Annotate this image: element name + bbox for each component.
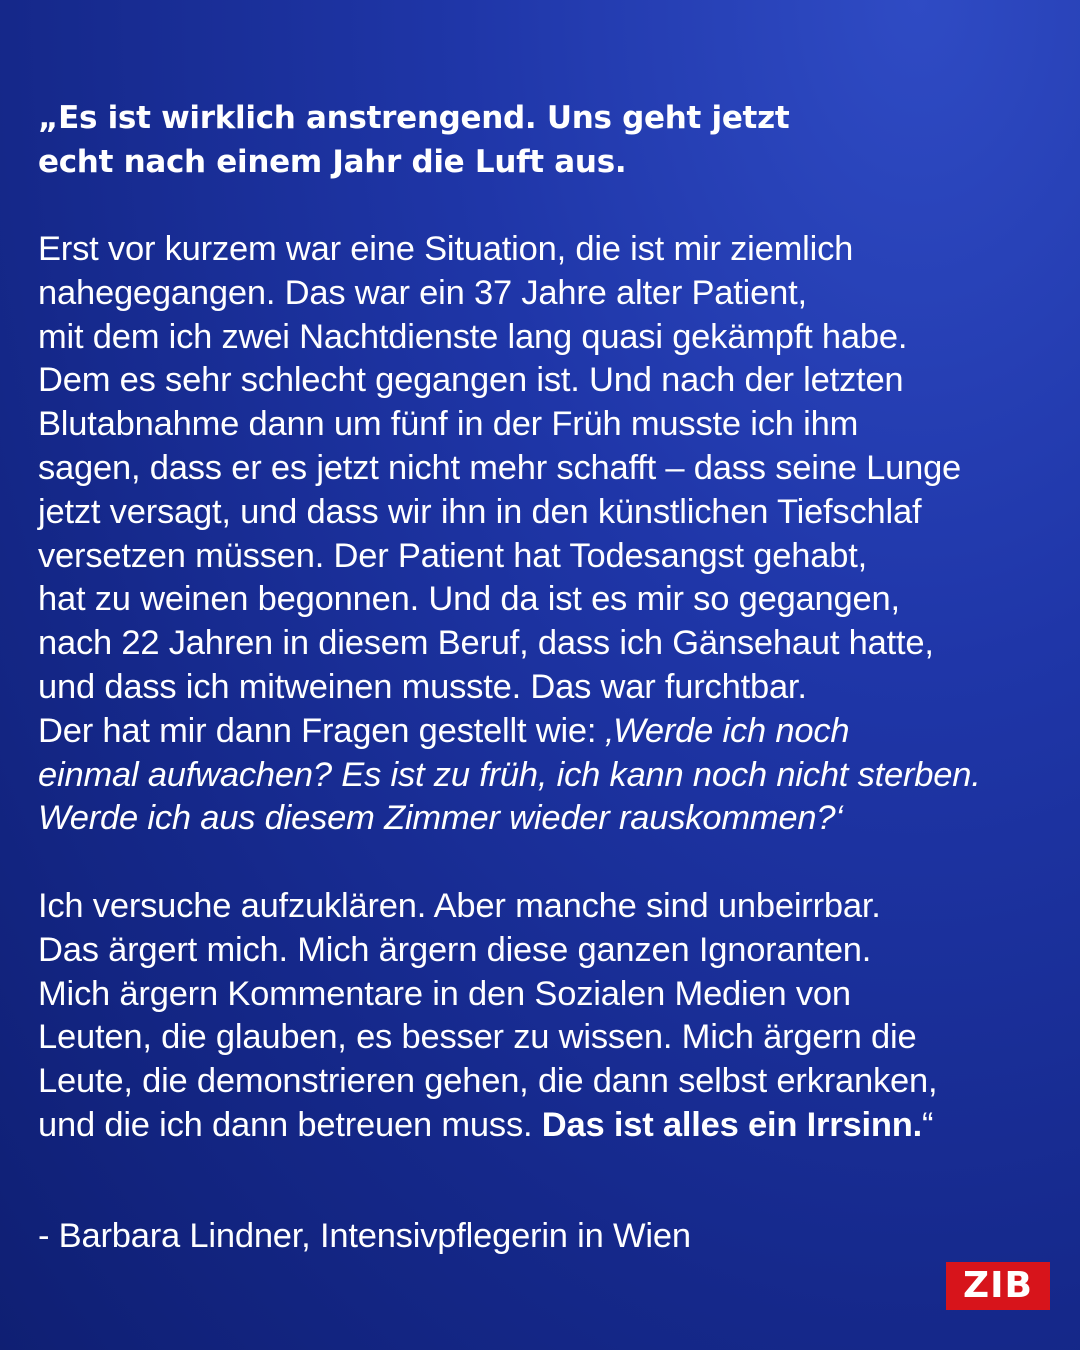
headline-line: echt nach einem Jahr die Luft aus.	[38, 144, 627, 180]
quote-paragraph-1	[38, 228, 1058, 841]
emphasis-text: Das ist alles ein Irrsinn.	[541, 1105, 922, 1144]
paragraph-line: Mich ärgern Kommentare in den Sozialen Medien von	[38, 974, 851, 1013]
quote-paragraph-2	[38, 885, 1058, 1148]
patient-question-line: einmal aufwachen? Es ist zu früh, ich kann noch nicht sterben.	[38, 755, 981, 794]
paragraph-line: Erst vor kurzem war eine Situation, die ist mir ziemlich	[38, 230, 854, 268]
quote-headline	[38, 96, 1058, 184]
paragraph-line: nahegegangen. Das war ein 37 Jahre alter Patient,	[38, 273, 807, 312]
paragraph-line: und dass ich mitweinen musste. Das war furchtbar.	[38, 667, 807, 706]
zib-logo	[946, 1262, 1050, 1310]
paragraph-line	[38, 1104, 1058, 1148]
paragraph-line: nach 22 Jahren in diesem Beruf, dass ich Gänsehaut hatte,	[38, 624, 934, 663]
paragraph-line: jetzt versagt, und dass wir ihn in den künstlichen Tiefschlaf	[38, 492, 922, 531]
patient-question-text: ‚Werde ich noch	[605, 711, 850, 750]
headline-line: „Es ist wirklich anstrengend. Uns geht jetzt	[38, 100, 790, 136]
paragraph-line: Leuten, die glauben, es besser zu wissen. Mich ärgern die	[38, 1018, 917, 1057]
zib-logo-text: ZIB	[963, 1265, 1033, 1306]
paragraph-line: Ich versuche aufzuklären. Aber manche sind unbeirrbar.	[38, 886, 881, 925]
quote-block	[38, 96, 1058, 1148]
paragraph-line: sagen, dass er es jetzt nicht mehr schafft – dass seine Lunge	[38, 448, 962, 487]
paragraph-text: Der hat mir dann Fragen gestellt wie:	[38, 711, 606, 750]
paragraph-line: Das ärgert mich. Mich ärgern diese ganzen Ignoranten.	[38, 930, 872, 969]
patient-question-line: Werde ich aus diesem Zimmer wieder rauskommen?‘	[38, 799, 843, 838]
paragraph-line: Leute, die demonstrieren gehen, die dann selbst erkranken,	[38, 1062, 938, 1101]
paragraph-line	[38, 710, 1058, 754]
quote-attribution: - Barbara Lindner, Intensivpflegerin in Wien	[38, 1217, 691, 1255]
paragraph-line: Dem es sehr schlecht gegangen ist. Und nach der letzten	[38, 361, 904, 400]
paragraph-line: versetzen müssen. Der Patient hat Todesangst gehabt,	[38, 536, 867, 575]
paragraph-line: mit dem ich zwei Nachtdienste lang quasi gekämpft habe.	[38, 317, 908, 356]
paragraph-line: Blutabnahme dann um fünf in der Früh musste ich ihm	[38, 405, 859, 444]
closing-quote-mark: “	[922, 1105, 934, 1144]
paragraph-text: und die ich dann betreuen muss.	[38, 1105, 542, 1144]
paragraph-line: hat zu weinen begonnen. Und da ist es mir so gegangen,	[38, 580, 900, 619]
